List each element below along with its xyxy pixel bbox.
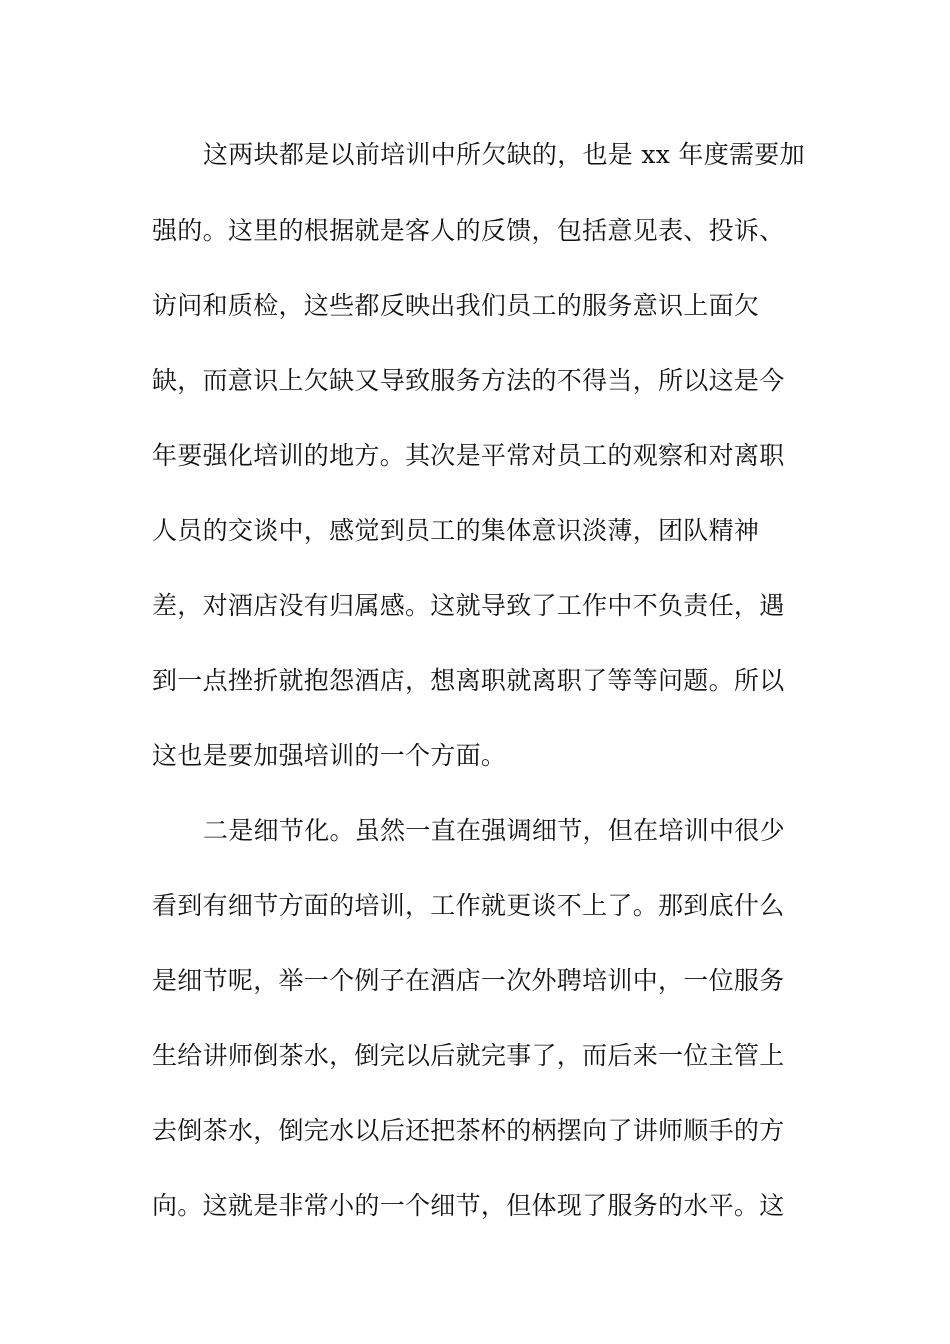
paragraph-1-line-6: 人员的交谈中，感觉到员工的集体意识淡薄，团队精神 — [152, 516, 760, 545]
paragraph-1-line-9: 这也是要加强培训的一个方面。 — [152, 741, 507, 770]
paragraph-2-line-6: 向。这就是非常小的一个细节，但体现了服务的水平。这 — [152, 1191, 785, 1220]
paragraph-2-line-2: 看到有细节方面的培训，工作就更谈不上了。那到底什么 — [152, 891, 785, 920]
paragraph-1-line-2: 强的。这里的根据就是客人的反馈，包括意见表、投诉、 — [152, 216, 785, 245]
paragraph-2-line-1: 二是细节化。虽然一直在强调细节，但在培训中很少 — [203, 816, 785, 845]
paragraph-1-line-8: 到一点挫折就抱怨酒店，想离职就离职了等等问题。所以 — [152, 666, 785, 695]
paragraph-2-line-5: 去倒茶水，倒完水以后还把茶杯的柄摆向了讲师顺手的方 — [152, 1116, 785, 1145]
paragraph-1-line-1: 这两块都是以前培训中所欠缺的，也是 xx 年度需要加 — [203, 140, 805, 169]
paragraph-1-line-5: 年要强化培训的地方。其次是平常对员工的观察和对离职 — [152, 441, 785, 470]
paragraph-2-line-3: 是细节呢，举一个例子在酒店一次外聘培训中，一位服务 — [152, 966, 785, 995]
paragraph-1-line-4: 缺，而意识上欠缺又导致服务方法的不得当，所以这是今 — [152, 366, 785, 395]
paragraph-1-line-7: 差，对酒店没有归属感。这就导致了工作中不负责任，遇 — [152, 591, 785, 620]
paragraph-1-line-3: 访问和质检，这些都反映出我们员工的服务意识上面欠 — [152, 291, 760, 320]
paragraph-2-line-4: 生给讲师倒茶水，倒完以后就完事了，而后来一位主管上 — [152, 1041, 785, 1070]
